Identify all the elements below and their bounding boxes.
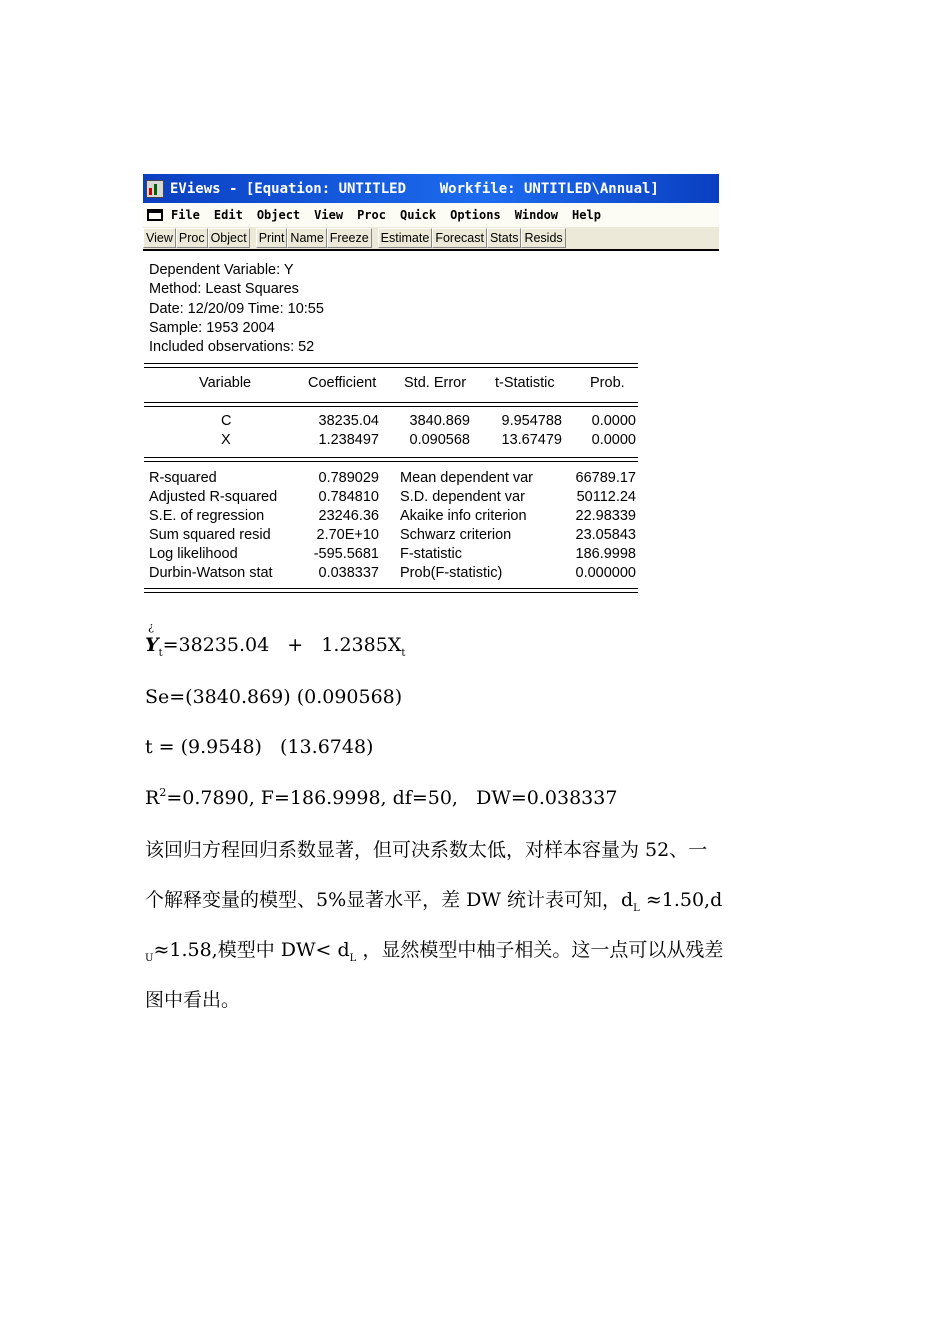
- table-rule: [144, 406, 638, 407]
- stat-label: Adjusted R-squared: [149, 489, 278, 505]
- view-button[interactable]: View: [143, 228, 176, 248]
- table-rule: [144, 367, 638, 368]
- menu-quick[interactable]: Quick: [399, 208, 437, 222]
- menu-edit[interactable]: Edit: [213, 208, 243, 222]
- stat-label: Mean dependent var: [400, 470, 534, 486]
- stat-value: 0.000000: [575, 565, 636, 581]
- table-rule: [144, 461, 638, 462]
- document-icon[interactable]: [147, 209, 163, 221]
- dependent-variable-line: Dependent Variable: Y: [149, 262, 294, 278]
- col-coefficient: Coefficient: [308, 375, 377, 391]
- paragraph-line-1: 该回归方程回归系数显著，但可决系数太低，对样本容量为 52、一: [145, 839, 708, 861]
- proc-button[interactable]: Proc: [176, 228, 208, 248]
- row-x-variable: X: [221, 432, 231, 448]
- stat-value: -595.5681: [313, 546, 379, 562]
- stat-value: 23.05843: [575, 527, 636, 543]
- menu-help[interactable]: Help: [572, 208, 601, 222]
- regression-equation: ¿ $Y_t=38235.04 + 1.2385X_t$: [145, 620, 406, 659]
- resids-button[interactable]: Resids: [521, 228, 565, 248]
- stat-value: 66789.17: [575, 470, 636, 486]
- y-hat-symbol: ¿ Y: [145, 620, 159, 656]
- stat-value: 0.789029: [318, 470, 379, 486]
- paragraph-line-2: 个解释变量的模型、5%显著水平，差 DW 统计表可知，$d_L \approx 1.50,d$: [145, 889, 723, 914]
- row-c-t-statistic: 9.954788: [501, 413, 562, 429]
- estimate-button[interactable]: Estimate: [378, 228, 433, 248]
- eviews-app-icon: [146, 180, 164, 198]
- menu-proc[interactable]: Proc: [357, 208, 386, 222]
- method-line: Method: Least Squares: [149, 281, 299, 298]
- stat-label: Prob(F-statistic): [400, 565, 503, 581]
- menu-bar: [143, 203, 719, 227]
- output-header: [149, 261, 324, 357]
- table-rule: [144, 457, 638, 458]
- stat-label: S.E. of regression: [149, 508, 265, 524]
- stat-value: 0.784810: [318, 489, 379, 505]
- row-c-std-error: 3840.869: [409, 413, 470, 429]
- menu-file[interactable]: File: [171, 208, 200, 222]
- menu-view[interactable]: View: [314, 208, 344, 222]
- title-bar[interactable]: [143, 174, 719, 203]
- stat-label: F-statistic: [400, 546, 463, 562]
- stat-label: R-squared: [149, 470, 217, 486]
- row-x-prob: 0.0000: [591, 432, 636, 448]
- stat-value: 186.9998: [575, 546, 636, 562]
- menu-window[interactable]: Window: [514, 208, 559, 222]
- stat-label: S.D. dependent var: [400, 489, 525, 505]
- col-std-error: Std. Error: [404, 375, 467, 391]
- stat-value: 22.98339: [575, 508, 636, 524]
- paragraph-line-3: $_U$≈1.58,模型中 $DW< d_L$ ，显然模型中柚子相关。这一点可以从残差: [145, 939, 724, 964]
- stat-label: Log likelihood: [149, 546, 238, 562]
- stat-label: Schwarz criterion: [400, 527, 512, 543]
- col-prob: Prob.: [590, 375, 625, 391]
- stat-label: Akaike info criterion: [400, 508, 527, 524]
- stat-value: 50112.24: [576, 489, 636, 505]
- table-rule: [144, 592, 638, 593]
- row-x-t-statistic: 13.67479: [501, 432, 562, 448]
- row-x-coefficient: 1.238497: [318, 432, 379, 448]
- stats-line: $R^2=0.7890$, F=186.9998, df=50, DW=0.038337: [145, 786, 618, 809]
- stat-value: 2.70E+10: [316, 527, 379, 543]
- t-line: t = (9.9548) (13.6748): [145, 736, 374, 758]
- stats-button[interactable]: Stats: [487, 228, 522, 248]
- se-line: Se=(3840.869) (0.090568): [145, 686, 403, 708]
- table-rule: [144, 588, 638, 589]
- menu-object[interactable]: Object: [256, 208, 301, 222]
- table-rule: [144, 402, 638, 403]
- stat-value: 23246.36: [318, 508, 379, 524]
- col-variable: Variable: [199, 375, 252, 391]
- row-c-prob: 0.0000: [591, 413, 636, 429]
- freeze-button[interactable]: Freeze: [327, 228, 372, 248]
- eviews-window: [143, 174, 719, 611]
- row-c-coefficient: 38235.04: [318, 413, 379, 429]
- col-t-statistic: t-Statistic: [495, 375, 555, 391]
- object-button[interactable]: Object: [208, 228, 250, 248]
- stat-label: Sum squared resid: [149, 527, 271, 543]
- row-c-variable: C: [221, 413, 232, 429]
- window-title: EViews - [Equation: UNTITLED Workfile: UNTITLED\Annual]: [170, 180, 659, 197]
- sample-line: Sample: 1953 2004: [149, 319, 275, 336]
- stat-value: 0.038337: [318, 565, 379, 581]
- date-line: Date: 12/20/09 Time: 10:55: [149, 300, 324, 317]
- paragraph-line-4: 图中看出。: [145, 989, 241, 1011]
- table-rule: [144, 363, 638, 364]
- stat-label: Durbin-Watson stat: [149, 565, 273, 581]
- menu-options[interactable]: Options: [450, 208, 501, 222]
- name-button[interactable]: Name: [287, 228, 326, 248]
- row-x-std-error: 0.090568: [409, 432, 470, 448]
- observations-line: Included observations: 52: [149, 339, 315, 356]
- equation-toolbar: [143, 227, 719, 251]
- regression-output: [143, 251, 719, 611]
- print-button[interactable]: Print: [256, 228, 288, 248]
- forecast-button[interactable]: Forecast: [432, 228, 487, 248]
